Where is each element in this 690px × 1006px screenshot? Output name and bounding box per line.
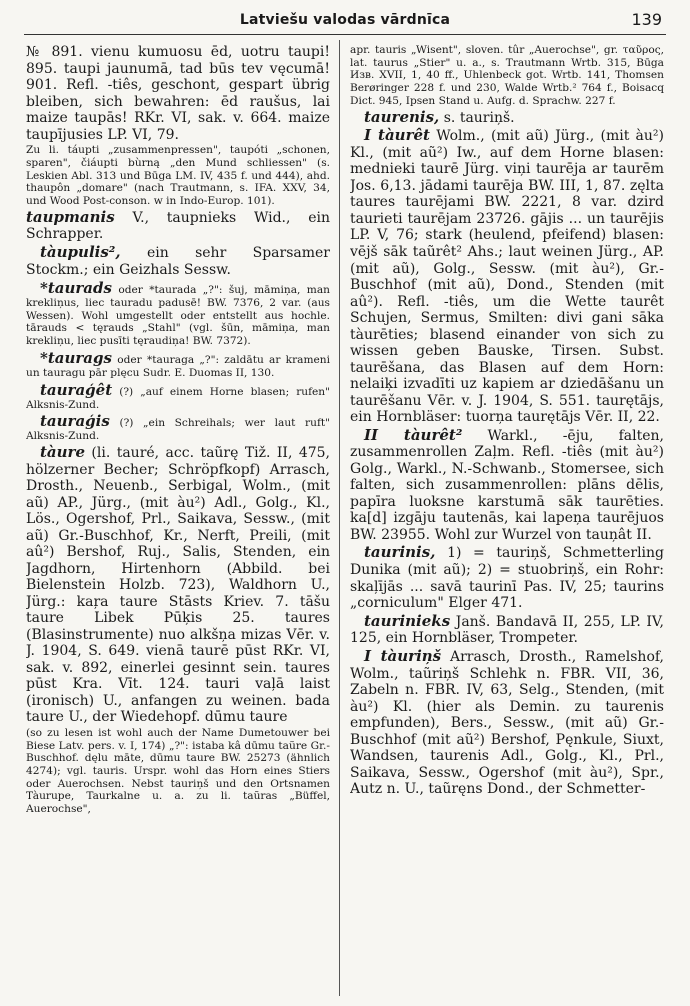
dictionary-entry	[26, 244, 330, 278]
page-header	[24, 6, 666, 35]
dictionary-entry	[350, 613, 664, 647]
entry-headword: tàure	[40, 442, 85, 461]
entry-text: Warkl., -ēju, falten, zusammenrollen Zaļm. Refl. -tiês (mit àu²) Golg., Warkl., N.-Schwanb., Stomersee, sich falten, sich zusammenrollen: plāns dēlis, papīra luoksne karstumā sāk taurēties. ka[d] izgāju tautenās, kai lapeņa taurējuos BW. 23955. Wohl zur Wurzel von tauņât II.	[350, 427, 664, 543]
entry-text: oder *tauraga „?": zaldātu ar krameni un tauragu pār plęcu Sudr. E. Duomas II, 130.	[26, 353, 330, 379]
entry-headword: tauraģêt	[40, 380, 113, 399]
dictionary-entry	[26, 727, 330, 816]
right-column	[350, 44, 664, 998]
entry-text: Wolm., (mit aũ) Jürg., (mit àu²) Kl., (mit aũ²) Iw., auf dem Horne blasen: mednieki taurē Jürg. viņi taurēja ar taurēm Jos. 6,13. jādami taurēja BW. III, 1, 87. zęlta taures taurējami BW. 2221, 8 var. dzird taurieti taurējam 23726. gājis ... un taurējis LP. V, 76; stark (heulend, pfeifend) blasen: vējš sāk taũrêt² Ahs.; laut weinen Jürg., AP. (mit aũ), Golg., Sessw. (mit àu²), Gr.-Buschhof (mit aũ), Dond., Stenden (mit aû²). Refl. -tiês, um die Wette taurêt Schujen, Sermus, Smilten: divi gani sāka tàurēties; blasend einander von sich zu wissen geben Bauske, Tirsen. Subst. taurēšana, das Blasen auf dem Horn: nelaiķi izvadīti uz kapiem ar dziedāšanu un taurēšanu Vēr. v. J. 1904, S. 551. taurętājs, ein Hornbläser: tuorņa taurętājs Vēr. II, 22.	[350, 128, 664, 426]
dictionary-entry	[26, 279, 330, 348]
entry-text: oder *taurada „?": šuj, māmiņa, man krekliņus, liec tauradu padusē! BW. 7376, 2 var. (aus Wessen). Wohl umgestellt oder entstellt aus hochle. tārauds < tęrauds „Stahl" (vgl. šūn, māmiņa, man krekliņu, liec pusīti tęraudiņa! BW. 7372).	[26, 284, 330, 348]
entry-headword: tàupulis²,	[40, 242, 121, 261]
entry-text: (li. tauré, acc. taũrę Tiž. II, 475, hölzerner Becher; Schröpfkopf) Arrasch, Drosth., Neuenb., Serbigal, Wolm., (mit aũ) AP., Jürg., (mit àu²) Adl., Golg., Kl., Lös., Ogershof, Prl., Saikava, Sessw., (mit aũ) Gr.-Buschhof, Kr., Nerft, Preili, (mit aû²) Bershof, Ruj., Salis, Stenden, ein Jagdhorn, Hirtenhorn (Abbild. bei Bielenstein Holzb. 723), Waldhorn U., Jürg.: kaŗa taure Stāsts Kriev. 7. tāšu taure Libek Pūķis 25. taures (Blasinstrumente) nuo alkšņa mizas Vēr. v. J. 1904, S. 649. vienā taurē pūst RKr. VI, sak. v. 892, einerlei gesinnt sein. taures pūst Kra. Vīt. 124. tauri vaļā laist (ironisch) U., anfangen zu weinen. bada taure U., der Wiedehopf. dūmu taure	[26, 444, 330, 726]
dictionary-entry	[26, 209, 330, 243]
entry-text: 1) = tauriņš, Schmetterling Dunika (mit aũ); 2) = stuobriņš, ein Rohr: skaļījās ... savā taurinī Pas. IV, 25; taurins „corniculum" Elger 471.	[350, 545, 664, 612]
entry-text: Zu li. táupti „zusammenpressen", taupóti „schonen, sparen", čiáupti bùrną „den Mund schliessen" (s. Leskien Abl. 313 und Būga LM. IV, 435 f. und 444), ahd. thaupôn „domare" (nach Trautmann, s. IFA. XXV, 34, und Wood Post-conson. w in Indo-Europ. 101).	[26, 144, 330, 207]
entry-headword: taurinis,	[364, 543, 436, 562]
dictionary-entry	[26, 444, 330, 726]
entry-text: Janš. Bandavā II, 255, LP. IV, 125, ein Hornbläser, Trompeter.	[350, 613, 664, 647]
dictionary-entry	[26, 44, 330, 143]
entry-headword: *taurags	[40, 348, 112, 367]
dictionary-entry	[26, 381, 330, 412]
entry-headword: taupmanis	[26, 207, 115, 226]
entry-headword: *taurads	[40, 279, 112, 298]
entry-text: № 891. vienu kumuosu ēd, uotru taupi! 895. taupi jaunumā, tad būs tev vęcumā! 901. Refl. -tiês, geschont, gespart übrig bleiben, sich bewahren: ēd raušus, lai maize taupās! RKr. VI, sak. v. 664. maize taupījusies LP. VI, 79.	[26, 44, 330, 143]
dictionary-entry	[26, 349, 330, 380]
dictionary-entry	[350, 127, 664, 425]
entry-headword: I tàuriņš	[364, 646, 442, 665]
page-number: 139	[631, 10, 662, 29]
entry-text: ein sehr Sparsamer Stockm.; ein Geizhals Sessw.	[26, 244, 330, 278]
entry-text: (so zu lesen ist wohl auch der Name Dumetouwer bei Biese Latv. pers. v. I, 174) „?": istaba kâ dūmu taũre Gr.-Buschhof. dęlu māte, dūmu taure BW. 25273 (ähnlich 4274); vgl. tauris. Urspr. wohl das Horn eines Stiers oder Auerochsen. Nebst tauriņš und den Ortsnamen Tàurupe, Taurkalne u. a. zu li. taũras „Büffel, Auerochse",	[26, 726, 330, 816]
entry-text: (?) „ein Schreihals; wer laut ruft" Alksnis-Zund.	[26, 417, 330, 443]
entry-text: s. tauriņš.	[443, 109, 515, 126]
entry-headword: taurinieks	[364, 611, 451, 630]
entry-headword: taurenis,	[364, 107, 440, 126]
entry-text: V., taupnieks Wid., ein Schrapper.	[26, 209, 330, 243]
entry-headword: I tàurêt	[364, 126, 430, 145]
entry-text: (?) „auf einem Horne blasen; rufen" Alksnis-Zund.	[26, 385, 330, 411]
page-title: Latviešu valodas vārdnīca	[239, 12, 451, 28]
dictionary-entry	[350, 427, 664, 544]
entry-text: apr. tauris „Wisent", sloven. tûr „Auerochse", gr. ταῦρος, lat. taurus „Stier" u. a., s. Trautmann Wrtb. 315, Būga Изв. XVII, 1, 40 ff., Uhlenbeck got. Wrtb. 141, Thomsen Berøringer 228 f. und 230, Walde Wrtb.² 764 f., Boisacq Dict. 945, Ipsen Stand u. Aufg. d. Sprachw. 227 f.	[350, 44, 664, 107]
dictionary-entry	[26, 412, 330, 443]
entry-text: Arrasch, Drosth., Ramelshof, Wolm., taũriņš Schlehk n. FBR. VII, 36, Zabeln n. FBR. IV, 63, Selg., Stenden, (mit àu²) Kl. (hier als Demin. zu taurenis empfunden), Bers., Sessw., (mit aũ) Gr.-Buschhof (mit aũ²) Bershof, Pęnkule, Siuxt, Wandsen, taurenis Adl., Golg., Kl., Prl., Saikava, Sessw., Ogershof (mit àu²), Spr., Autz n. U., taũręns Dond., der Schmetter-	[350, 648, 664, 798]
entry-headword: tauraģis	[40, 412, 110, 431]
dictionary-entry	[350, 544, 664, 611]
entry-headword: II tàurêt²	[364, 425, 463, 444]
dictionary-entry	[350, 109, 664, 127]
dictionary-entry	[350, 648, 664, 798]
left-column	[26, 44, 330, 998]
column-divider	[339, 40, 340, 996]
dictionary-entry	[350, 44, 664, 108]
dictionary-entry	[26, 144, 330, 208]
